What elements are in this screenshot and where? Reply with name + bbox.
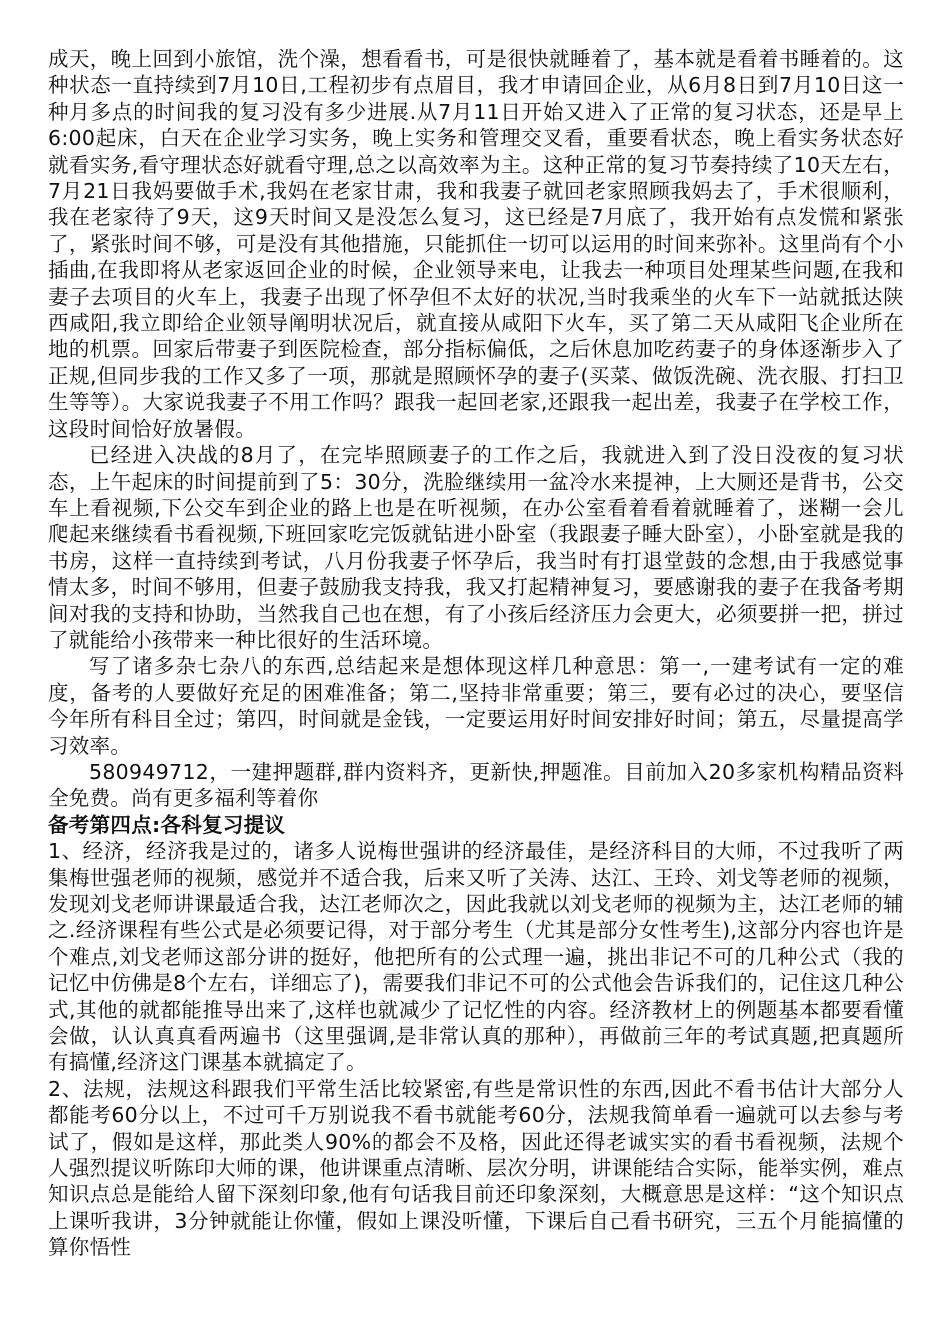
paragraph-august-final: 已经进入决战的8月了，在完毕照顾妻子的工作之后，我就进入到了没日没夜的复习状态，上午起床的时间提前到了5：30分，洗脸继续用一盆冷水来提神，上大厕还是背书，公交车上看视频,下公交车到企业的路上也是在听视频，在办公室看着看着就睡着了，迷糊一会儿爬起来继续看书看视频,下班回家吃完饭就钻进小卧室（我跟妻子睡大卧室），小卧室就是我的书房，这样一直持续到考试，八月份我妻子怀孕后，我当时有打退堂鼓的念想,由于我感觉事情太多，时间不够用，但妻子鼓励我支持我，我又打起精神复习，要感谢我的妻子在我备考期间对我的支持和协助，当然我自己也在想，有了小孩后经济压力会更大，必须要拼一把，拼过了就能给小孩带来一种比很好的生活环境。 xyxy=(48,443,904,652)
paragraph-economics: 1、经济，经济我是过的，诸多人说梅世强讲的经济最佳，是经济科目的大师，不过我听了两集梅世强老师的视频，感觉并不适合我，后来又听了关涛、达江、王玲、刘戈等老师的视频，发现刘戈老师讲课最适合我，达江老师次之，因此我就以刘戈老师的视频为主，达江老师的辅之.经济课程有些公式是必须要记得，对于部分考生（尤其是部分女性考生),这部分内容也许是个难点,刘戈老师这部分讲的挺好，他把所有的公式理一遍，挑出非记不可的几种公式（我的记忆中仿佛是8个左右，详细忘了)，需要我们非记不可的公式他会告诉我们的，记住这几种公式,其他的就都能推导出来了,这样也就减少了记忆性的内容。经济教材上的例题基本都要看懂会做，认认真真看两遍书（这里强调,是非常认真的那种），再做前三年的考试真题,把真题所有搞懂,经济这门课基本就搞定了。 xyxy=(48,839,904,1075)
paragraph-group-promo: 580949712，一建押题群,群内资料齐，更新快,押题准。目前加入20多家机构精品资料全免费。尚有更多福利等着你 xyxy=(48,759,904,811)
paragraph-review-schedule: 成天，晚上回到小旅馆，洗个澡，想看看书，可是很快就睡着了，基本就是看着书睡着的。这种状态一直持续到7月10日,工程初步有点眉目，我才申请回企业，从6月8日到7月10日这一种月多点的时间我的复习没有多少进展.从7月11日开始又进入了正常的复习状态，还是早上6:00起床，白天在企业学习实务，晚上实务和管理交叉看，重要看状态，晚上看实务状态好就看实务,看守理状态好就看守理,总之以高效率为主。这种正常的复习节奏持续了10天左右，7月21日我妈要做手术,我妈在老家甘肃，我和我妻子就回老家照顾我妈去了，手术很顺利，我在老家待了9天，这9天时间又是没怎么复习，这已经是7月底了，我开始有点发慌和紧张了，紧张时间不够，可是没有其他措施，只能抓住一切可以运用的时间来弥补。这里尚有个小插曲,在我即将从老家返回企业的时候，企业领导来电，让我去一种项目处理某些问题,在我和妻子去项目的火车上，我妻子出现了怀孕但不太好的状况,当时我乘坐的火车下一站就抵达陕西咸阳,我立即给企业领导阐明状况后，就直接从咸阳下火车，买了第二天从咸阳飞企业所在地的机票。回家后带妻子到医院检查，部分指标偏低，之后休息加吃药妻子的身体逐渐步入了正规,但同步我的工作又多了一项，那就是照顾怀孕的妻子(买菜、做饭洗碗、洗衣服、打扫卫生等等）。大家说我妻子不用工作吗？跟我一起回老家,还跟我一起出差，我妻子在学校工作，这段时间恰好放暑假。 xyxy=(48,47,904,441)
section-heading: 备考第四点:各科复习提议 xyxy=(48,812,286,837)
paragraph-summary: 写了诸多杂七杂八的东西,总结起来是想体现这样几种意思：第一,一建考试有一定的难度，备考的人要做好充足的困难准备；第二,坚持非常重要；第三，要有必过的决心，要坚信今年所有科目全过；第四，时间就是金钱，一定要运用好时间安排好时间；第五，尽量提高学习效率。 xyxy=(48,654,904,758)
paragraph-regulations: 2、法规，法规这科跟我们平常生活比较紧密,有些是常识性的东西,因此不看书估计大部分人都能考60分以上，不过可千万别说我不看书就能考60分，法规我简单看一遍就可以去参与考试了，假如是这样，那此类人90%的都会不及格，因此还得老诚实实的看书看视频，法规个人强烈提议听陈印大师的课，他讲课重点清晰、层次分明，讲课能结合实际，能举实例，难点知识点总是能给人留下深刻印象,他有句话我目前还印象深刻，大概意思是这样：“这个知识点上课听我讲，3分钟就能让你懂，假如上课没听懂，下课后自己看书研究，三五个月能搞懂的算你悟性 xyxy=(48,1076,904,1260)
